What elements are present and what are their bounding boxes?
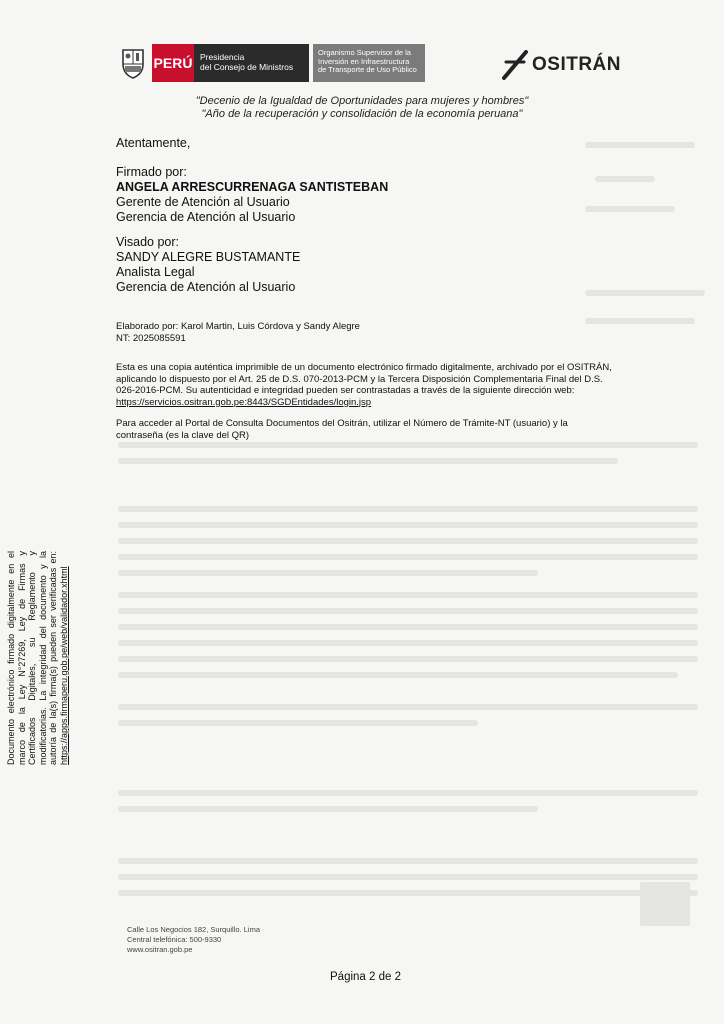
- bleed-through-line: [118, 672, 678, 678]
- bleed-through-line: [118, 538, 698, 544]
- pcm-label: [194, 44, 309, 82]
- portal-instructions: [116, 418, 568, 441]
- footer-line: Central telefónica: 500-9330: [127, 935, 222, 944]
- authenticity-line: 026-2016-PCM. Su autenticidad e integridad pueden ser contrastadas a través de la siguiente dirección web:: [116, 385, 575, 396]
- peru-label: PERÚ: [152, 44, 194, 82]
- bleed-through-line: [118, 704, 698, 710]
- bleed-through-line: [118, 442, 698, 448]
- visado-label: Visado por:: [116, 235, 180, 249]
- visado-name: SANDY ALEGRE BUSTAMANTE: [116, 250, 301, 264]
- ositran-mark-icon: [500, 50, 530, 80]
- government-logo-bar: [118, 44, 425, 82]
- footer-line: Calle Los Negocios 182, Surquillo. Lima: [127, 925, 260, 934]
- bleed-through-line: [585, 318, 695, 324]
- side-note-text: Documento electrónico firmado digitalmente en el marco de la Ley N°27269, Ley de Firmas y Certificados Digitales, su Reglamento y modificatorias. La integridad del documento y la autoría de la(s) firma(s) pueden ser verificadas en:: [6, 551, 58, 765]
- bleed-through-line: [118, 656, 698, 662]
- authenticity-line: Esta es una copia auténtica imprimible de un documento electrónico firmado digitalmente, archivado por el OSITRÁN,: [116, 362, 612, 373]
- visado-unit: Gerencia de Atención al Usuario: [116, 280, 296, 294]
- bleed-through-line: [118, 570, 538, 576]
- bleed-through-line: [118, 592, 698, 598]
- bleed-through-line: [118, 458, 618, 464]
- pcm-line: del Consejo de Ministros: [200, 62, 294, 72]
- decenio-motto: [0, 95, 724, 121]
- portal-line: contraseña (es la clave del QR): [116, 429, 250, 441]
- ositran-logo: [500, 50, 621, 80]
- bleed-through-line: [118, 806, 538, 812]
- bleed-through-line: [118, 790, 698, 796]
- organismo-line: de Transporte de Uso Público: [318, 65, 417, 74]
- visado-role: Analista Legal: [116, 265, 195, 279]
- bleed-through-line: [118, 874, 698, 880]
- bleed-through-line: [118, 624, 698, 630]
- closing-salutation: Atentamente,: [116, 136, 191, 150]
- organismo-line: Inversión en Infraestructura: [318, 56, 410, 66]
- portal-line: Para acceder al Portal de Consulta Documentos del Ositrán, utilizar el Número de Trámite-NT (usuario) y la: [116, 418, 568, 429]
- bleed-through-line: [118, 506, 698, 512]
- pcm-line: Presidencia: [200, 52, 245, 62]
- organismo-label: [313, 44, 425, 82]
- bleed-through-line: [118, 522, 698, 528]
- bleed-through-line: [118, 890, 698, 896]
- firmaperu-validator-link[interactable]: https://apps.firmaperu.gob.pe/web/validador.xhtml: [58, 566, 69, 765]
- authenticity-line: aplicando lo dispuesto por el Art. 25 de D.S. 070-2013-PCM y la Tercera Disposición Complementaria Final del D.S.: [116, 373, 603, 385]
- bleed-through-line: [585, 142, 695, 148]
- tramite-number: NT: 2025085591: [116, 333, 186, 344]
- coat-of-arms-icon: [118, 44, 148, 82]
- elaborado-por: Elaborado por: Karol Martin, Luis Córdova y Sandy Alegre: [116, 321, 360, 332]
- signed-by-label: Firmado por:: [116, 165, 187, 179]
- footer-address: [127, 925, 260, 955]
- bleed-through-line: [118, 608, 698, 614]
- bleed-through-line: [595, 176, 655, 182]
- motto-line: "Año de la recuperación y consolidación de la economía peruana": [201, 108, 523, 120]
- ositran-wordmark: OSITRÁN: [532, 54, 621, 75]
- signer-unit: Gerencia de Atención al Usuario: [116, 210, 296, 224]
- authenticity-notice: [116, 362, 616, 408]
- bleed-through-line: [118, 858, 698, 864]
- bleed-through-line: [585, 206, 675, 212]
- bleed-through-line: [118, 640, 698, 646]
- bleed-through-line: [118, 554, 698, 560]
- signer-role: Gerente de Atención al Usuario: [116, 195, 290, 209]
- digital-signature-side-note: [6, 551, 69, 765]
- bleed-through-line: [118, 720, 478, 726]
- page-number: Página 2 de 2: [330, 971, 401, 983]
- motto-line: "Decenio de la Igualdad de Oportunidades para mujeres y hombres": [195, 95, 529, 107]
- verification-link[interactable]: https://servicios.ositran.gob.pe:8443/SGDEntidades/login.jsp: [116, 396, 372, 408]
- footer-line: www.ositran.gob.pe: [127, 945, 193, 954]
- organismo-line: Organismo Supervisor de la: [318, 48, 411, 57]
- bleed-through-line: [585, 290, 705, 296]
- bleed-through-qr: [640, 882, 690, 926]
- signer-name: ANGELA ARRESCURRENAGA SANTISTEBAN: [116, 180, 389, 194]
